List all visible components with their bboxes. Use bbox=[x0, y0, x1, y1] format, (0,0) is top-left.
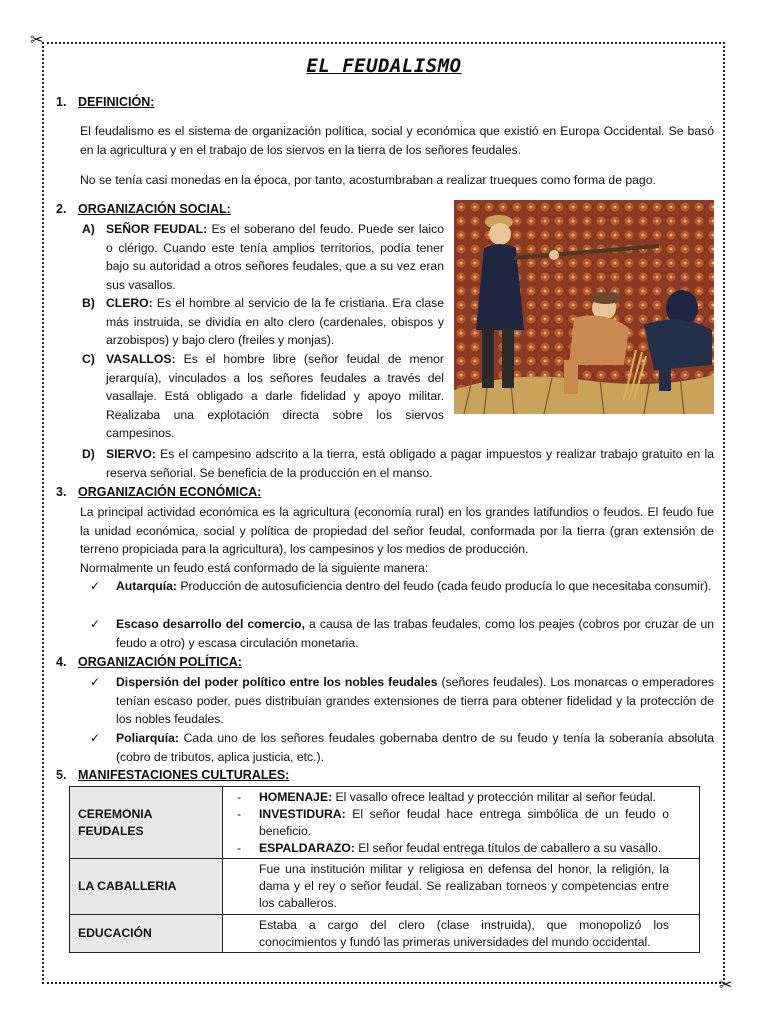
cultural-manifestations-table bbox=[69, 786, 700, 953]
list-item: ✓ Autarquía: Producción de autosuficiencia dentro del feudo (cada feudo producía lo que necesitaba consumir). bbox=[90, 577, 714, 596]
section-heading-manifestaciones-culturales: 5. MANIFESTACIONES CULTURALES: bbox=[56, 768, 290, 782]
definition-paragraph: No se tenía casi monedas en la época, por tanto, acostumbraban a realizar trueques como forma de pago. bbox=[80, 173, 656, 187]
economic-paragraph: La principal actividad económica es la agricultura (economía rural) en los grandes latifundios o feudos. El feudo fue la unidad económica, social y política de propiedad del señor feudal, conformada por la tierra (gran extensión de terreno propiciada para la agricultura), los campesinos y los medios de producción. bbox=[80, 505, 714, 557]
check-icon: ✓ bbox=[90, 675, 101, 689]
scissors-icon: ✂ bbox=[30, 32, 44, 49]
section-heading-organizacion-social: 2. ORGANIZACIÓN SOCIAL: bbox=[56, 202, 231, 216]
table-row-header: LA CABALLERIA bbox=[70, 859, 223, 915]
economic-paragraph: Normalmente un feudo está conformado de la siguiente manera: bbox=[80, 561, 429, 575]
check-icon: ✓ bbox=[90, 731, 101, 745]
check-icon: ✓ bbox=[90, 617, 101, 631]
list-item: D) SIERVO: Es el campesino adscrito a la tierra, está obligado a pagar impuestos y realizar trabajo gratuito en la reserva señorial. Se beneficia de la producción en el manso. bbox=[82, 447, 714, 480]
table-row bbox=[70, 859, 700, 915]
table-cell: Estaba a cargo del clero (clase instruida), que monopolizó los conocimientos y fundó las primeras universidades del mundo occidental. bbox=[223, 915, 700, 953]
list-item: C) VASALLOS: Es el hombre libre (señor feudal de menor jerarquía), vinculados a los señores feudales a través del vasallaje. Está obligado a darle fidelidad y apoyo militar. Realizaba una explotación directa sobre los siervos campesinos. bbox=[82, 352, 444, 441]
medieval-painting-image bbox=[454, 200, 714, 414]
section-heading-organizacion-economica: 3. ORGANIZACIÓN ECONÓMICA: bbox=[56, 485, 262, 499]
section-heading-definicion: 1. DEFINICIÓN: bbox=[56, 95, 155, 109]
list-item: - INVESTIDURA: El señor feudal hace entrega simbólica de un feudo o beneficio. bbox=[237, 806, 669, 838]
page-title: EL FEUDALISMO bbox=[306, 55, 462, 77]
definition-paragraph: El feudalismo es el sistema de organización política, social y económica que existió en Europa Occidental. Se basó en la agricultura y en el trabajo de los siervos en la tierra de los señores feudales. bbox=[80, 124, 714, 157]
list-item: ✓ Escaso desarrollo del comercio, a causa de las trabas feudales, como los peajes (cobros por cruzar de un feudo a otro) y escasa circulación monetaria. bbox=[90, 617, 714, 650]
list-item: ✓ Dispersión del poder político entre los nobles feudales (señores feudales). Los monarcas o emperadores tenían escaso poder, pues distribuían grandes extensiones de tierra para obtener fidelidad y la protección de los nobles feudales. bbox=[90, 675, 714, 727]
table-row-header: EDUCACIÓN bbox=[70, 915, 223, 953]
list-item: ✓ Poliarquía: Cada uno de los señores feudales gobernaba dentro de su feudo y tenía la soberanía absoluta (cobro de tributos, aplica justicia, etc.). bbox=[90, 731, 714, 764]
list-item: - HOMENAJE: El vasallo ofrece lealtad y protección militar al señor feudal. bbox=[237, 789, 656, 804]
list-item: B) CLERO: Es el hombre al servicio de la fe cristiana. Era clase más instruida, se dividía en alto clero (cardenales, obispos y arzobispos) y bajo clero (freiles y monjas). bbox=[82, 296, 444, 348]
list-item: - ESPALDARAZO: El señor feudal entrega títulos de caballero a su vasallo. bbox=[237, 840, 662, 855]
table-row bbox=[70, 787, 700, 859]
scissors-icon: ✂ bbox=[719, 977, 733, 994]
check-icon: ✓ bbox=[90, 579, 101, 593]
section-heading-organizacion-politica: 4. ORGANIZACIÓN POLÍTICA: bbox=[56, 655, 242, 669]
table-cell: Fue una institución militar y religiosa en defensa del honor, la religión, la dama y el rey o señor feudal. Se realizaban torneos y competencias entre los caballeros. bbox=[223, 859, 700, 915]
table-row bbox=[70, 915, 700, 953]
table-cell bbox=[223, 787, 700, 859]
list-item: A) SEÑOR FEUDAL: Es el soberano del feudo. Puede ser laico o clérigo. Cuando este tenía amplios territorios, podía tener bajo su autoridad a otros señores feudales, que a su vez eran sus vasallos. bbox=[82, 222, 444, 292]
table-row-header: CEREMONIA FEUDALES bbox=[70, 787, 223, 859]
